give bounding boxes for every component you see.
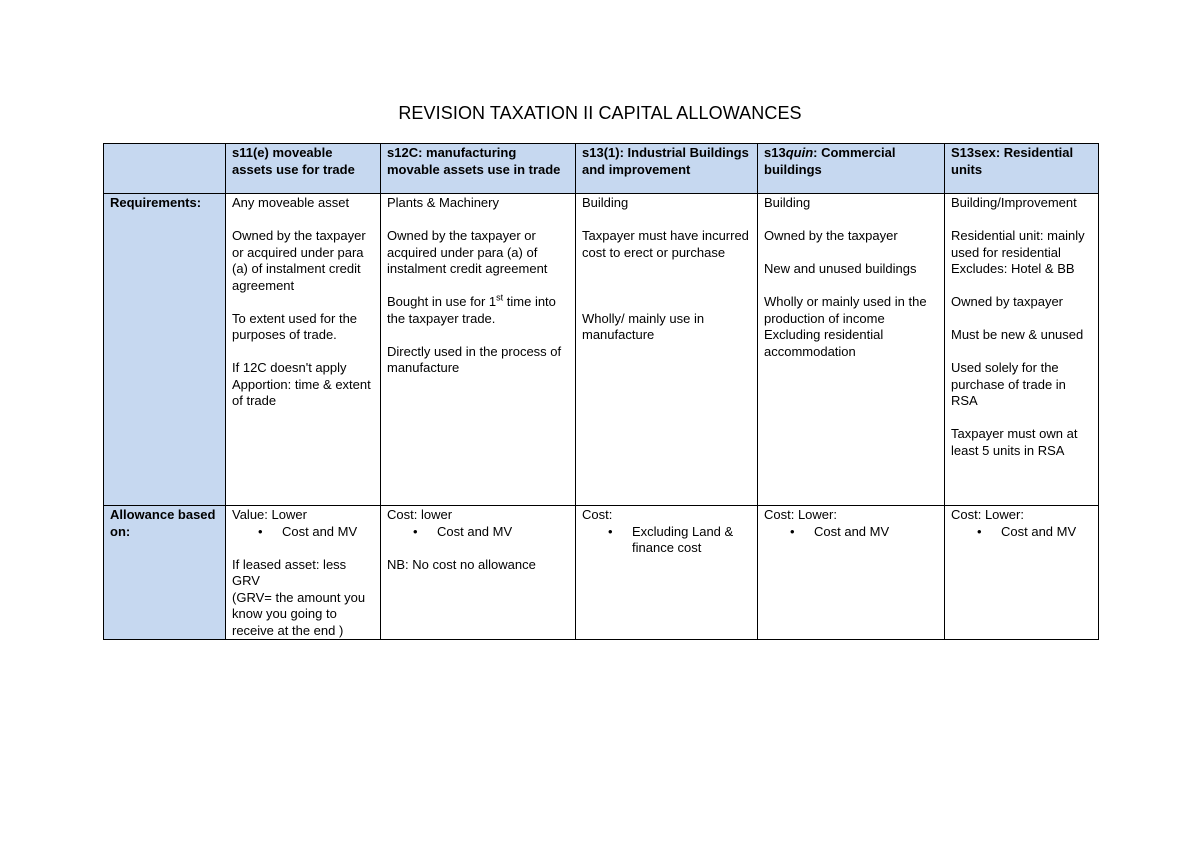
allow-s11e-note: If leased asset: less GRV (GRV= the amount you know you going to receive at the end ) xyxy=(232,556,366,638)
allow-s12c-bullets xyxy=(387,524,571,541)
capital-allowances-table xyxy=(103,143,1099,640)
header-s13quin-prefix: s13 xyxy=(764,145,786,160)
allowance-s13quin xyxy=(758,506,945,640)
bullet-item: • Cost and MV xyxy=(1001,524,1094,541)
allow-s13-1-bullets xyxy=(582,524,753,557)
req-s13sex-line: Owned by taxpayer xyxy=(951,294,1064,309)
req-s13quin-line: New and unused buildings xyxy=(764,261,917,276)
page-title: REVISION TAXATION II CAPITAL ALLOWANCES xyxy=(398,103,802,123)
allow-s11e-bullets xyxy=(232,524,376,541)
bullet-item: • Cost and MV xyxy=(814,524,940,541)
allow-s13quin-bullets xyxy=(764,524,940,541)
requirements-label: Requirements: xyxy=(104,194,226,506)
allowance-label: Allowance based on: xyxy=(104,506,226,640)
req-s13-1-line: Building xyxy=(582,195,629,210)
allow-s13sex-bullets xyxy=(951,524,1094,541)
allow-s11e-head: Value: Lower xyxy=(232,507,307,522)
req-s12c-bought-sup: st xyxy=(496,292,504,303)
bullet-item: • Cost and MV xyxy=(437,524,571,541)
req-s13-1-line: Taxpayer must have incurred cost to erect or purchase xyxy=(582,228,749,260)
allow-s12c-head: Cost: lower xyxy=(387,507,453,522)
req-s11e-line: Any moveable asset xyxy=(232,195,350,210)
header-s13sex: S13sex: Residential units xyxy=(945,144,1099,194)
allowance-s13-1 xyxy=(576,506,758,640)
req-s12c-bought-line xyxy=(387,294,571,327)
header-s13quin-italic: quin xyxy=(785,145,814,160)
req-s13sex-line: Building/Improvement xyxy=(951,195,1077,210)
req-s13sex-line: Used solely for the purchase of trade in RSA xyxy=(951,360,1066,408)
requirements-s13quin xyxy=(758,194,945,506)
header-s13-1: s13(1): Industrial Buildings and improvement xyxy=(576,144,758,194)
req-s13sex-line: Taxpayer must own at least 5 units in RSA xyxy=(951,426,1078,458)
req-s13sex-line: Must be new & unused xyxy=(951,327,1084,342)
header-corner-cell xyxy=(104,144,226,194)
requirements-s13-1 xyxy=(576,194,758,506)
req-s13-1-line: Wholly/ mainly use in manufacture xyxy=(582,310,705,342)
req-s12c-line: Owned by the taxpayer or acquired under para (a) of instalment credit agreement xyxy=(387,228,548,276)
req-s13sex-line: Residential unit: mainly used for residential Excludes: Hotel & BB xyxy=(951,228,1085,276)
allowance-s11e xyxy=(226,506,381,640)
requirements-s13sex xyxy=(945,194,1099,506)
header-row xyxy=(104,144,1099,194)
bullet-item: • Excluding Land & finance cost xyxy=(632,524,753,557)
req-s12c-line: Plants & Machinery xyxy=(387,195,499,210)
allow-s13sex-head: Cost: Lower: xyxy=(951,507,1024,522)
req-s11e-line: To extent used for the purposes of trade. xyxy=(232,310,358,342)
requirements-s12c xyxy=(381,194,576,506)
allow-s13quin-head: Cost: Lower: xyxy=(764,507,837,522)
requirements-row xyxy=(104,194,1099,506)
allowance-s12c xyxy=(381,506,576,640)
req-s11e-line: If 12C doesn't apply Apportion: time & extent of trade xyxy=(232,360,371,408)
req-s13-1-spacer xyxy=(582,278,753,295)
allow-s12c-note: NB: No cost no allowance xyxy=(387,556,536,572)
req-s11e-line: Owned by the taxpayer or acquired under para (a) of instalment credit agreement xyxy=(232,228,366,293)
allowance-s13sex xyxy=(945,506,1099,640)
header-s13quin xyxy=(758,144,945,194)
req-s13quin-line: Wholly or mainly used in the production of income Excluding residential accommodation xyxy=(764,294,927,359)
header-s11e: s11(e) moveable assets use for trade xyxy=(226,144,381,194)
bullet-item: • Cost and MV xyxy=(282,524,376,541)
allow-s13-1-head: Cost: xyxy=(582,507,613,522)
req-s13quin-line: Owned by the taxpayer xyxy=(764,228,898,243)
requirements-s11e xyxy=(226,194,381,506)
header-s12c: s12C: manufacturing movable assets use in trade xyxy=(381,144,576,194)
req-s13quin-line: Building xyxy=(764,195,811,210)
allowance-row xyxy=(104,506,1099,640)
req-s12c-bought-post: time into the taxpayer trade. xyxy=(387,294,556,326)
req-s12c-bought-pre: Bought in use for 1 xyxy=(387,294,497,309)
req-s12c-line: Directly used in the process of manufacture xyxy=(387,343,562,375)
header-s13quin-suffix: : Commercial buildings xyxy=(764,145,896,177)
